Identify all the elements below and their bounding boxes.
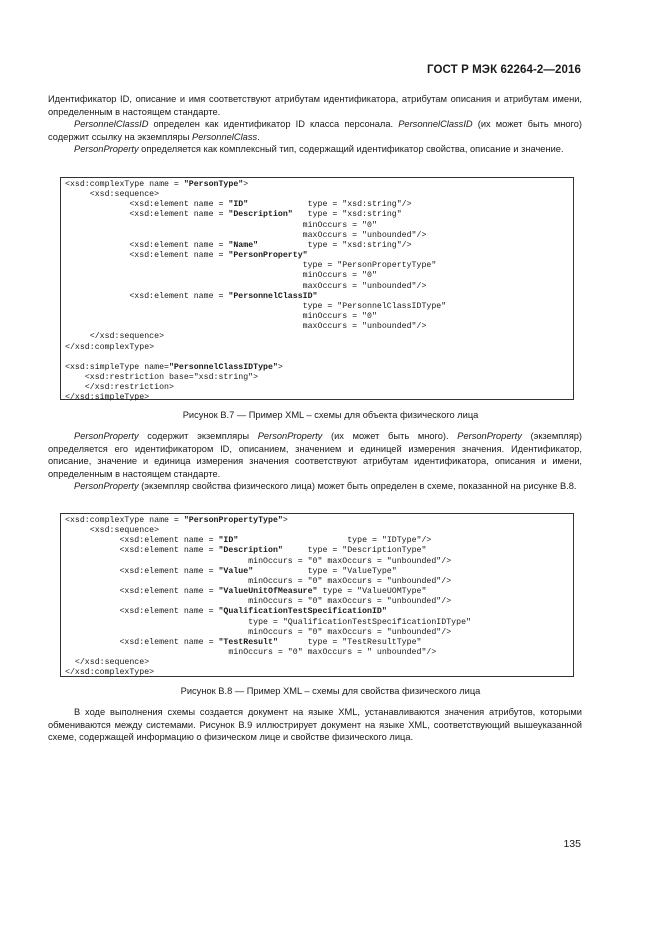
code-line bbox=[65, 251, 308, 260]
code-line bbox=[65, 373, 258, 382]
code-line bbox=[65, 618, 471, 627]
code-token-bold: "Value" bbox=[218, 566, 254, 576]
code-line bbox=[65, 221, 377, 230]
code-token-bold: "Name" bbox=[228, 240, 259, 250]
code-line bbox=[65, 282, 426, 291]
code-token: type = "TestResultType" bbox=[277, 637, 422, 647]
code-line bbox=[65, 292, 318, 301]
code-line bbox=[65, 271, 377, 280]
code-token: minOccurs = "0" maxOccurs = "unbounded"/> bbox=[65, 556, 452, 566]
code-token: <xsd:element name = bbox=[65, 536, 219, 546]
code-token-bold: "PersonnelClassIDType" bbox=[168, 362, 278, 372]
code-token: minOccurs = "0" maxOccurs = "unbounded"/> bbox=[65, 627, 452, 637]
code-token-bold: "PersonnelClassID" bbox=[228, 291, 318, 301]
code-token: <xsd:complexType name = bbox=[65, 516, 184, 525]
code-token: </xsd:sequence> bbox=[65, 658, 150, 668]
code-line bbox=[65, 190, 159, 199]
code-token: type = "PersonPropertyType" bbox=[65, 261, 437, 271]
code-line bbox=[65, 648, 436, 657]
code-line bbox=[65, 302, 446, 311]
code-line bbox=[65, 383, 174, 392]
middle-paragraph-1: PersonProperty содержит экземпляры PersonProperty (их может быть много). PersonProperty (экземпляр) определяется его идентификатором ID, описанием, значением и единицей измерения значения. Идентификатор, описание, значение и единица измерения значения соответствуют атрибутам идентификатора, описания и имени, определенным в настоящем стандарте. bbox=[48, 431, 583, 479]
code-line bbox=[65, 261, 436, 270]
code-line bbox=[65, 536, 431, 545]
code-line bbox=[65, 200, 412, 209]
code-token-bold: "ValueUnitOfMeasure" bbox=[218, 587, 318, 597]
middle-paragraph-2: PersonProperty (экземпляр свойства физического лица) может быть определен в схеме, показанной на рисунке В.8. bbox=[74, 481, 577, 492]
figure-7-code-box bbox=[60, 177, 574, 403]
code-line bbox=[65, 658, 149, 667]
code-token: type = "ValueUOMType" bbox=[317, 587, 427, 597]
code-token: <xsd:element name = bbox=[65, 637, 219, 647]
code-token: <xsd:simpleType name= bbox=[65, 362, 169, 372]
figure-8-code bbox=[61, 514, 573, 681]
code-token: > bbox=[243, 180, 249, 189]
code-token: type = "DescriptionType" bbox=[282, 546, 427, 556]
code-line bbox=[65, 557, 451, 566]
code-token: </xsd:simpleType> bbox=[65, 393, 150, 403]
code-token: <xsd:element name = bbox=[65, 200, 229, 210]
code-token-bold: "TestResult" bbox=[218, 637, 278, 647]
code-token: type = "xsd:string"/> bbox=[248, 200, 412, 210]
code-token-bold: "Description" bbox=[228, 210, 293, 220]
code-token: <xsd:sequence> bbox=[65, 526, 160, 536]
code-line bbox=[65, 587, 426, 596]
code-token-bold: "PersonProperty" bbox=[228, 251, 308, 261]
code-token: type = "PersonnelClassIDType" bbox=[65, 301, 447, 311]
code-token: maxOccurs = "unbounded"/> bbox=[65, 230, 427, 240]
code-token: minOccurs = "0" maxOccurs = " unbounded"/> bbox=[65, 648, 437, 658]
code-line bbox=[65, 668, 154, 677]
code-line bbox=[65, 628, 451, 637]
code-token: minOccurs = "0" bbox=[65, 271, 377, 281]
figure-8-caption: Рисунок В.8 — Пример XML – схемы для свойства физического лица bbox=[180, 686, 481, 696]
code-token: <xsd:element name = bbox=[65, 210, 229, 220]
figure-8-code-box bbox=[60, 513, 574, 677]
intro-paragraph-3: PersonProperty определяется как комплексный тип, содержащий идентификатор свойства, описание и значение. bbox=[74, 144, 564, 155]
code-token: minOccurs = "0" bbox=[65, 312, 377, 322]
figure-7-caption: Рисунок В.7 — Пример XML – схемы для объекта физического лица bbox=[182, 410, 479, 420]
code-line bbox=[65, 332, 164, 341]
code-line bbox=[65, 597, 451, 606]
code-token: type = "QualificationTestSpecificationIDType" bbox=[65, 617, 471, 627]
document-header: ГОСТ Р МЭК 62264-2—2016 bbox=[427, 64, 581, 76]
code-line bbox=[65, 638, 421, 647]
code-token-bold: "QualificationTestSpecificationID" bbox=[218, 607, 387, 617]
code-token: type = "ValueType" bbox=[253, 566, 397, 576]
closing-paragraph-1: В ходе выполнения схемы создается документ на языке XML, устанавливаются значения атрибутов, которыми обмениваются между системами. Рисунок В.9 иллюстрирует документ на языке XML, соответствующий вышеуказанной схеме, содержащей информацию о физическом лице и свойстве физического лица. bbox=[48, 707, 582, 743]
code-line bbox=[65, 322, 426, 331]
closing-block bbox=[48, 706, 582, 744]
code-token: <xsd:element name = bbox=[65, 291, 229, 301]
code-line bbox=[65, 393, 149, 402]
code-token: </xsd:complexType> bbox=[65, 668, 155, 678]
code-token-bold: "PersonType" bbox=[183, 180, 244, 189]
code-token: maxOccurs = "unbounded"/> bbox=[65, 322, 427, 332]
code-line bbox=[65, 363, 283, 372]
code-token: type = "xsd:string"/> bbox=[258, 240, 412, 250]
code-token: minOccurs = "0" maxOccurs = "unbounded"/> bbox=[65, 576, 452, 586]
code-token: <xsd:complexType name = bbox=[65, 180, 184, 189]
intro-paragraph-2: PersonnelClassID определен как идентификатор ID класса персонала. PersonnelClassID (их может быть много) содержит ссылку на экземпляры PersonnelClass. bbox=[48, 119, 582, 142]
code-token: <xsd:element name = bbox=[65, 607, 219, 617]
code-token: > bbox=[282, 516, 288, 525]
code-token: <xsd:element name = bbox=[65, 587, 219, 597]
code-token: type = "IDType"/> bbox=[238, 536, 432, 546]
middle-block bbox=[48, 430, 582, 493]
code-token-bold: "ID" bbox=[228, 200, 249, 210]
code-token-bold: "Description" bbox=[218, 546, 283, 556]
intro-paragraph-1: Идентификатор ID, описание и имя соответствуют атрибутам идентификатора, атрибутам описания и атрибутам имени, определенным в настоящем стандарте. bbox=[48, 94, 582, 117]
page-number: 135 bbox=[563, 838, 581, 850]
code-line bbox=[65, 526, 159, 535]
code-line bbox=[65, 516, 288, 525]
code-token: </xsd:sequence> bbox=[65, 332, 165, 342]
code-token: maxOccurs = "unbounded"/> bbox=[65, 281, 427, 291]
code-line bbox=[65, 231, 426, 240]
code-token: <xsd:sequence> bbox=[65, 190, 160, 200]
code-line bbox=[65, 577, 451, 586]
code-token: type = "xsd:string" bbox=[292, 210, 402, 220]
code-line bbox=[65, 607, 387, 616]
code-token: <xsd:element name = bbox=[65, 240, 229, 250]
code-token-bold: "ID" bbox=[218, 536, 239, 546]
code-token: </xsd:restriction> bbox=[65, 383, 174, 393]
code-token: minOccurs = "0" bbox=[65, 220, 377, 230]
figure-7-code bbox=[61, 178, 573, 405]
code-token: <xsd:element name = bbox=[65, 251, 229, 261]
code-token-bold: "PersonPropertyType" bbox=[183, 516, 283, 525]
code-token: > bbox=[277, 362, 283, 372]
code-token: <xsd:element name = bbox=[65, 566, 219, 576]
code-token: minOccurs = "0" maxOccurs = "unbounded"/> bbox=[65, 597, 452, 607]
code-token: <xsd:element name = bbox=[65, 546, 219, 556]
code-line bbox=[65, 210, 402, 219]
code-line bbox=[65, 343, 154, 352]
code-line bbox=[65, 241, 412, 250]
code-line bbox=[65, 567, 397, 576]
code-token: </xsd:complexType> bbox=[65, 342, 155, 352]
code-line bbox=[65, 180, 248, 189]
code-line bbox=[65, 546, 426, 555]
code-line bbox=[65, 312, 377, 321]
intro-block bbox=[48, 93, 582, 156]
code-token: <xsd:restriction base="xsd:string"> bbox=[65, 372, 259, 382]
